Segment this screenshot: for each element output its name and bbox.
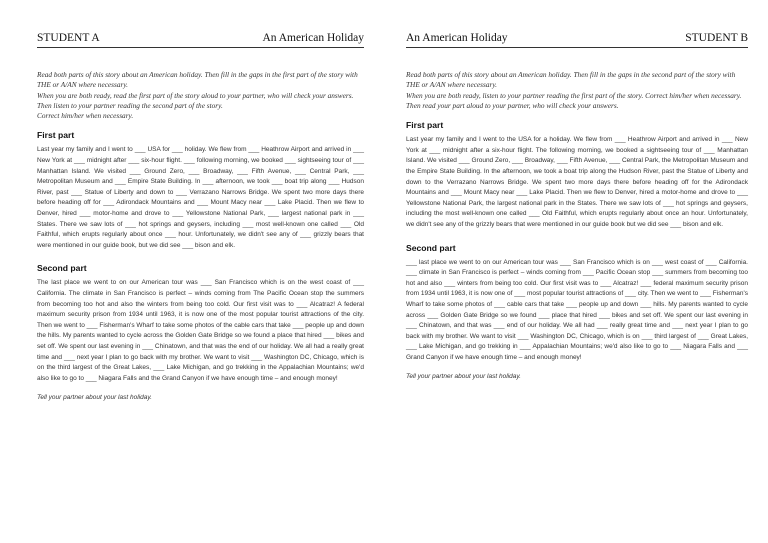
second-part-text: ___ last place we went to on our American tour was ___ San Francisco which is on ___ west coast of ___ California. ___ climate in San Francisco is perfect – winds coming from ___ Pacific Ocean stop ___ summers from becoming too hot and also ___ winters from being too cold. Our first visit was to ___ Alcatraz! ___ federal maximum security prison from 1934 until 1963, it is now one of ___ most popular tourist attractions of ___ city. Then we went to ___ Fisherman's Wharf to take some photos of ___ cable cars that take ___ people up and down ___ hills. My parents wanted to cycle across ___ Golden Gate Bridge so we found ___ place that hired ___ bikes and set off. We spent our last evening in ___ Chinatown, and that was ___ end of our holiday. We all had ___ really great time and ___ next year I plan to go back with my brother. We want to visit ___ Washington DC, Chicago, which is on ___ third largest of ___ Great Lakes, ___ Lake Michigan, and go trekking in ___ Appalachian Mountains; we'd also like to go to ___ Niagara Falls and ___ Grand Canyon if we have enough time – and enough money!: [406, 258, 748, 361]
page-header: [406, 32, 748, 48]
first-part-heading: First part: [37, 130, 75, 141]
first-part-text: Last year my family and I went to the USA for a holiday. We flew from ___ Heathrow Airport and arrived in ___ New York at ___ midnight after a six-hour flight. The following morning, we booked a sightseeing tour of ___ Manhattan Island. We visited ___ Ground Zero, ___ Broadway, ___ Fifth Avenue, ___ Central Park, the Metropolitan Museum and the Empire State Building. In the afternoon, we took a boat trip along the Hudson River, past the Statue of Liberty and down to the Verrazano Narrows Bridge. We spent two more days there before heading off for the Adirondack Mountains and ___ Mount Macy near ___ Lake Placid. Then we flew to Denver, hired a motor-home and drove to ___ Yellowstone National Park, the largest national park in the States. There we saw lots of ___ hot springs and geysers, including the most well-known one called ___ Old Faithful, which erupts regularly about once an hour. Unfortunately, we didn't see any of the grizzly bears that were mentioned in our guide book but we did see ___ bison and elk.: [406, 136, 748, 228]
second-part-heading: Second part: [37, 263, 87, 274]
instructions: Read both parts of this story about an American holiday. Then fill in the gaps in the second part of the story with THE or A/AN where necessary. When you are both ready, listen to your partner reading the first part of the story. Correct him/her when necessary. Then read your part aloud to your partner, who will check your answers.: [406, 70, 742, 110]
second-part-text: The last place we went to on our American tour was ___ San Francisco which is on the west coast of ___ California. The climate in San Francisco is perfect – winds coming from The Pacific Ocean stop the summers from becoming too hot and also the winters from being too cold. Our first visit was to ___ Alcatraz! A federal maximum security prison from 1934 until 1963, it is now one of the most popular tourist attractions of the city. Then we went to ___ Fisherman's Wharf to take some photos of the cable cars that take ___ people up and down the hills. My parents wanted to cycle across the Golden Gate Bridge so we found a place that hired ___ bikes and set off. We spent our last evening in ___ Chinatown, and that was the end of our holiday. We all had a really great time and ___ next year I plan to go back with my brother. We want to visit ___ Washington DC, Chicago, which is on the third largest of the Great Lakes, ___ Lake Michigan, and go trekking in the Appalachian Mountains; we'd also like to go to ___ Niagara Falls and the Grand Canyon if we have enough time – and enough money!: [37, 279, 364, 382]
student-label: STUDENT B: [685, 32, 748, 44]
footer-prompt: Tell your partner about your last holiday.: [37, 394, 152, 402]
second-part-heading: Second part: [406, 242, 456, 253]
instructions: Read both parts of this story about an American holiday. Then fill in the gaps in the first part of the story with THE or A/AN where necessary. When you are both ready, read the first part of the story aloud to your partner, who will check your answers. Then listen to your partner reading the second part of the story. Correct him/her when necessary.: [37, 70, 358, 121]
worksheet-title: An American Holiday: [406, 32, 508, 44]
first-part-heading: First part: [406, 120, 444, 131]
student-label: STUDENT A: [37, 32, 100, 44]
first-part-text: Last year my family and I went to ___ USA for ___ holiday. We flew from ___ Heathrow Airport and arrived in ___ New York at ___ midnight after ___ six-hour flight. ___ following morning, we booked ___ sightseeing tour of ___ Manhattan Island. We visited ___ Ground Zero, ___ Broadway, ___ Fifth Avenue, ___ Central Park, ___ Metropolitan Museum and ___ Empire State Building. In ___ afternoon, we took ___ boat trip along ___ Hudson River, past ___ Statue of Liberty and down to ___ Verrazano Narrows Bridge. We spent two more days there before heading off for ___ Adirondack Mountains and ___ Mount Macy near ___ Lake Placid. Then we flew to Denver, hired ___ motor-home and drove to ___ Yellowstone National Park, ___ largest national park in ___ States. There we saw lots of ___ hot springs and geysers, including ___ most well-known one called ___ Old Faithful, which erupts regularly about once ___ hour. Unfortunately, we didn't see any of ___ grizzly bears that were mentioned in our guide book, but we did see ___ bison and elk.: [37, 146, 364, 249]
worksheet-title: An American Holiday: [262, 32, 364, 44]
footer-prompt: Tell your partner about your last holiday.: [406, 373, 521, 381]
page-header: [37, 32, 364, 48]
student-b-page: [384, 0, 768, 543]
